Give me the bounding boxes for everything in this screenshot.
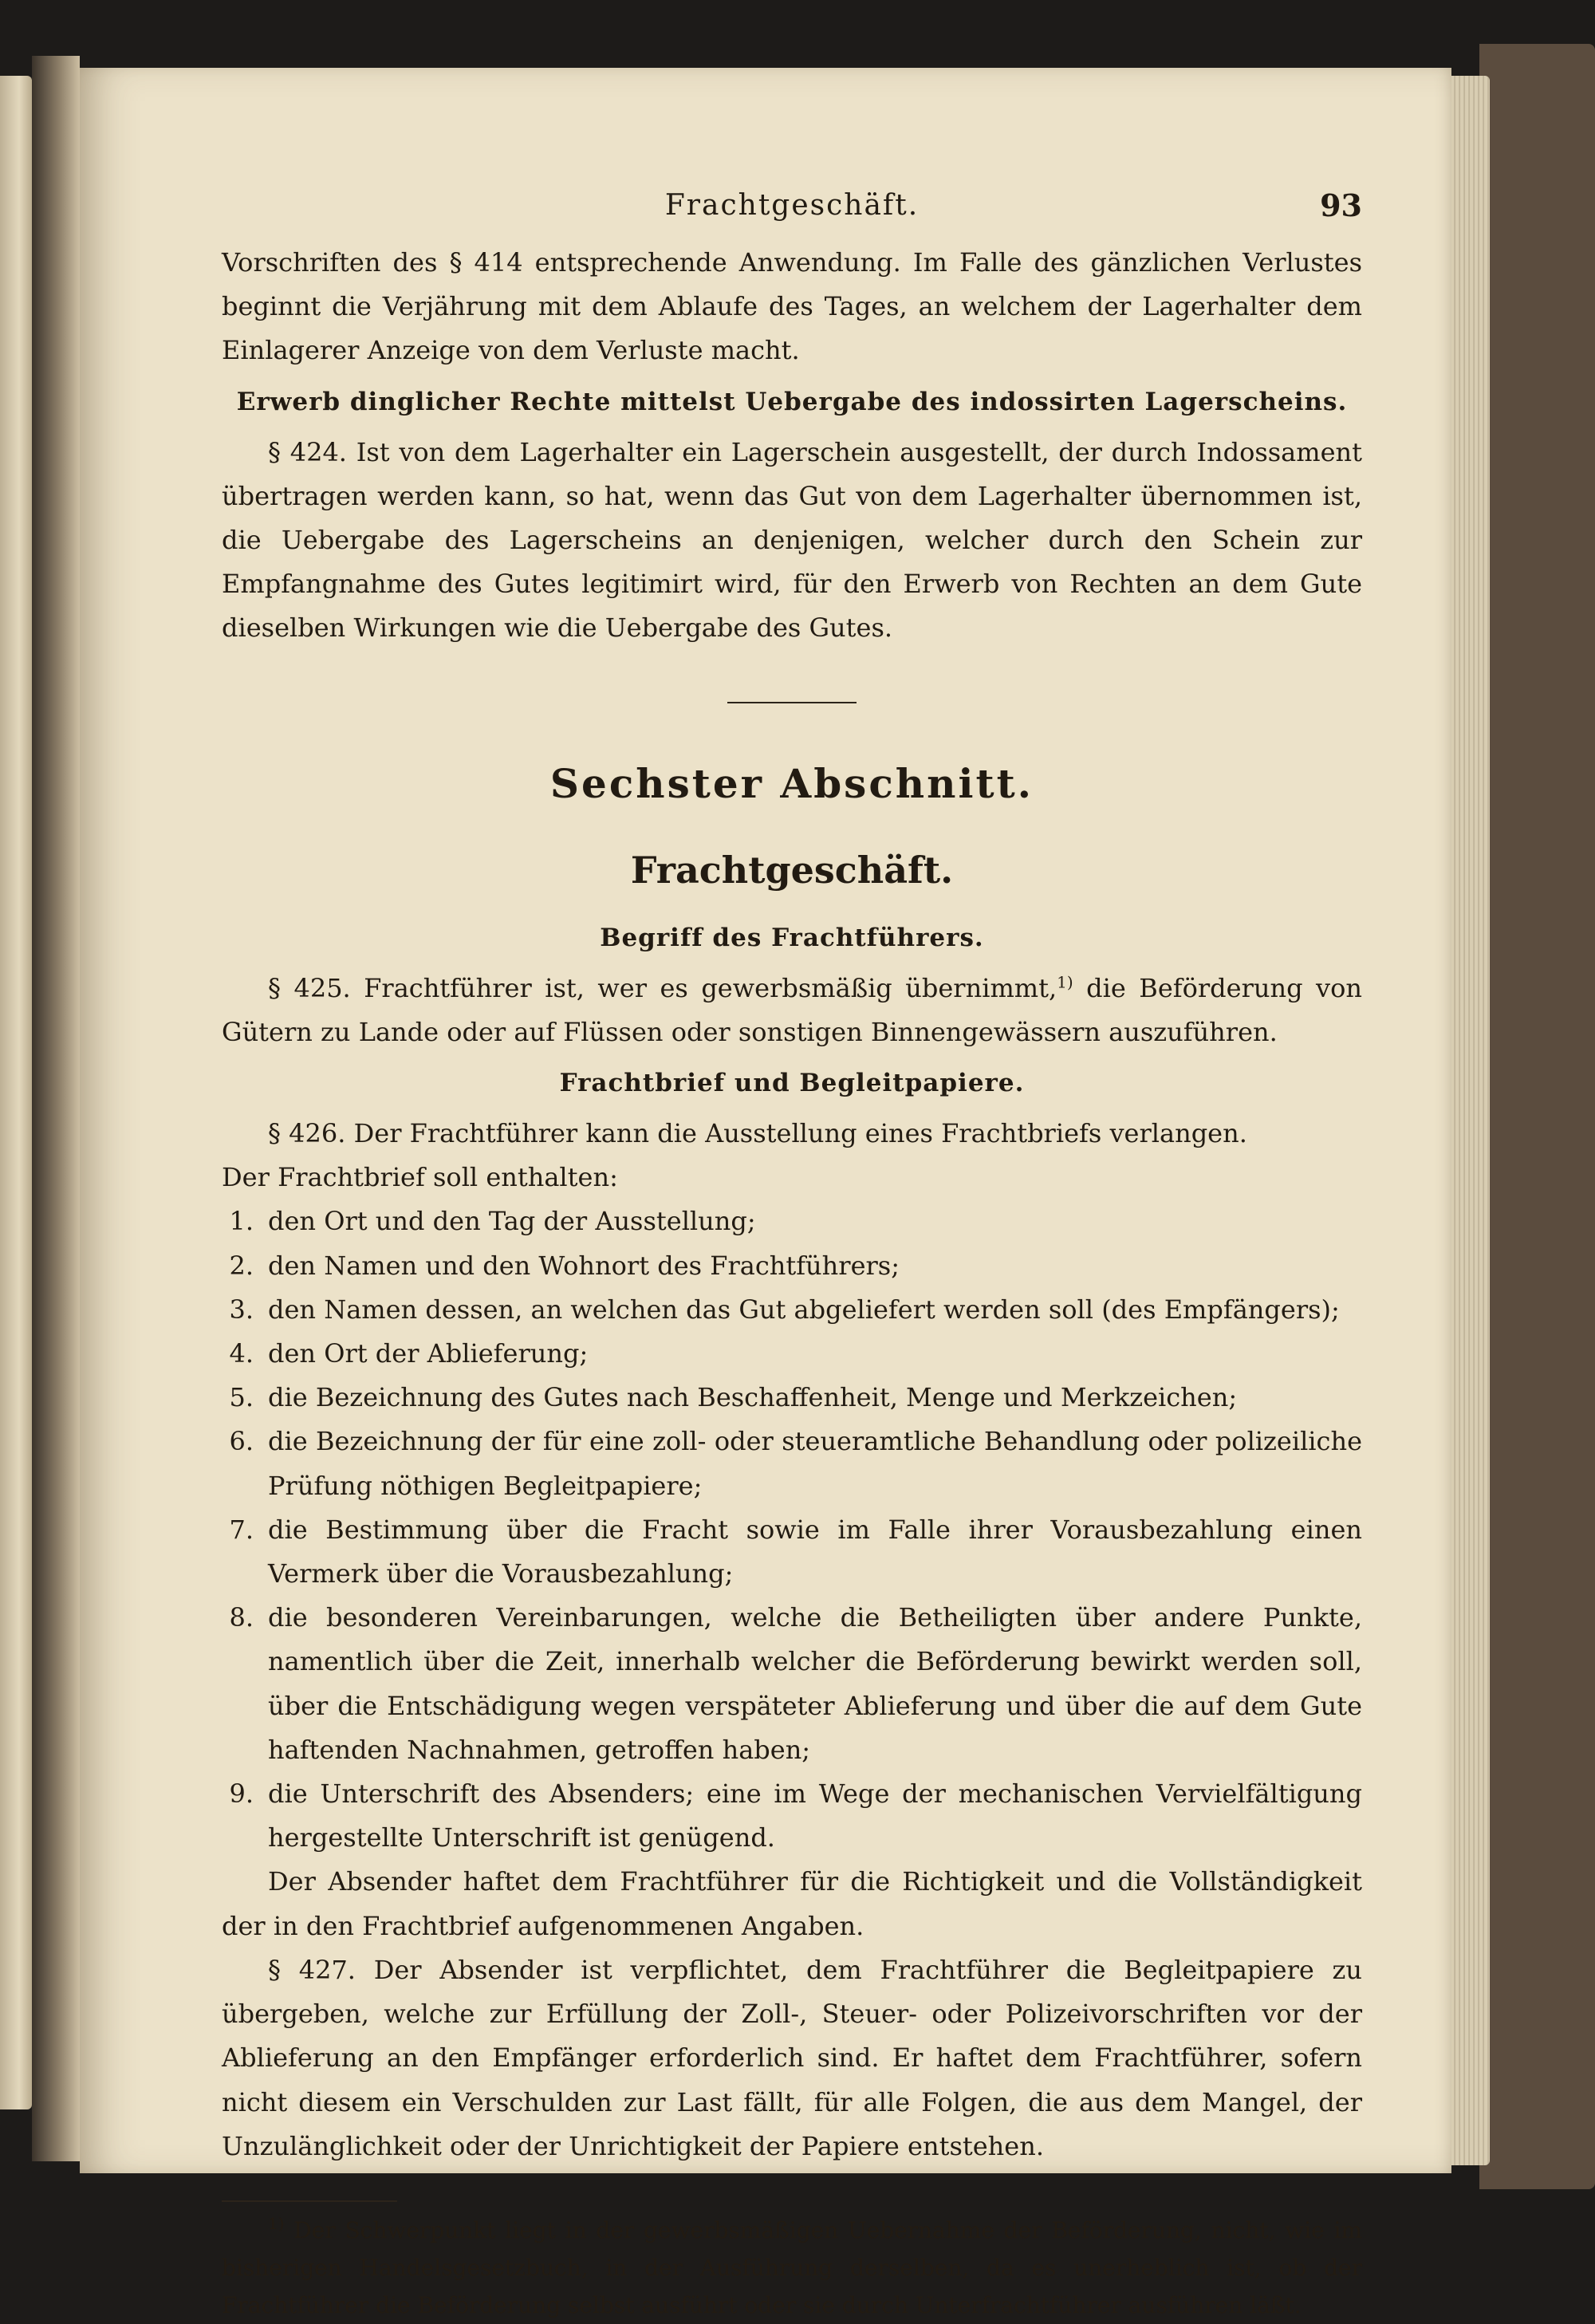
paragraph-426: § 426. Der Frachtführer kann die Ausstellung eines Frachtbriefs verlangen. (268, 1118, 1247, 1149)
list-item-number: 9. (229, 1778, 254, 1810)
running-head (222, 183, 1362, 241)
paragraph-425 (222, 967, 1362, 1054)
list-item (222, 1288, 1362, 1332)
book-page (80, 68, 1451, 2318)
running-head-title: Frachtgeschäft. (664, 189, 920, 222)
paragraph-426-intro: Der Frachtbrief soll enthalten: (222, 1162, 618, 1193)
footnote-divider (222, 2200, 397, 2202)
section-divider (727, 702, 857, 703)
list-item (222, 1244, 1362, 1288)
paragraph-427: § 427. Der Absender ist verpflichtet, dem Frachtführer die Begleitpapiere zu übergeben, welche zur Erfüllung der Zoll-, Steuer- oder Polizeivorschriften vor der Ablieferung an den Empfänger erforderlich sind. Er haftet dem Frachtführer, sofern nicht diesem ein Verschulden zur Last fällt, für alle Folgen, die aus dem Mangel, der Unzulänglichkeit oder der Unrichtigkeit der Papiere entstehen. (222, 1954, 1362, 2161)
list-item-text: den Namen dessen, an welchen das Gut abgeliefert werden soll (des Empfängers); (268, 1294, 1340, 1325)
footnote-reference: 1) (1057, 971, 1073, 991)
list-item-number: 8. (229, 1602, 254, 1633)
paragraph-continued: Vorschriften des § 414 entsprechende Anwendung. Im Falle des gänzlichen Verlustes beginnt die Verjährung mit dem Ablaufe des Tages, an welchem der Lagerhalter dem Einlagerer Anzeige von dem Verluste macht. (222, 247, 1362, 366)
subheading-erwerb: Erwerb dinglicher Rechte mittelst Uebergabe des indossirten Lagerscheins. (236, 387, 1348, 416)
list-item-text: die besonderen Vereinbarungen, welche die Betheiligten über andere Punkte, namentlich über die Zeit, innerhalb welcher die Beförderung bewirkt werden soll, über die Entschädigung wegen verspäteter Ablieferung und über die auf dem Gute haftenden Nachnahmen, getroffen haben; (268, 1602, 1362, 1765)
list-item-text: die Bestimmung über die Fracht sowie im Falle ihrer Vorausbezahlung einen Vermerk über die Vorausbezahlung; (268, 1514, 1362, 1589)
list-item-text: den Namen und den Wohnort des Frachtführers; (268, 1250, 900, 1281)
list-item (222, 1376, 1362, 1420)
frachtbrief-list (222, 1199, 1362, 1860)
chapter-title: Frachtgeschäft. (630, 848, 954, 892)
list-item-number: 3. (229, 1294, 254, 1325)
list-item-text: den Ort und den Tag der Ausstellung; (268, 1206, 756, 1237)
list-item (222, 1332, 1362, 1376)
subheading-begriff: Begriff des Frachtführers. (600, 923, 984, 952)
footnote-mark: 1) (268, 2213, 285, 2233)
list-item-number: 1. (229, 1206, 254, 1237)
subheading-frachtbrief: Frachtbrief und Begleitpapiere. (559, 1069, 1025, 1098)
list-item-text: den Ort der Ablieferung; (268, 1338, 589, 1369)
list-item-number: 7. (229, 1514, 254, 1545)
paragraph-424: § 424. Ist von dem Lagerhalter ein Lagerschein ausgestellt, der durch Indossament übertragen werden kann, so hat, wenn das Gut von dem Lagerhalter übernommen ist, die Uebergabe des Lagerscheins an denjenigen, welcher durch den Schein zur Empfangnahme des Gutes legitimirt wird, für den Erwerb von Rechten an dem Gute dieselben Wirkungen wie die Uebergabe des Gutes. (222, 436, 1362, 644)
paragraph-426-close: Der Absender haftet dem Frachtführer für die Richtigkeit und die Vollständigkeit der in den Frachtbrief aufgenommenen Angaben. (222, 1866, 1362, 1941)
list-item (222, 1772, 1362, 1860)
list-item (222, 1596, 1362, 1772)
page-content (222, 183, 1362, 2324)
list-item-number: 2. (229, 1250, 254, 1281)
list-item-text: die Bezeichnung des Gutes nach Beschaffenheit, Menge und Merkzeichen; (268, 1382, 1238, 1413)
paragraph-425-text-cont: die Beförderung von Gütern zu Lande oder auf Flüssen oder sonstigen Binnengewässern auszuführen. (222, 972, 1363, 1047)
footnote-text: Der Schwerpunkt liegt in der gewerbsmäßigen Uebernahme der Beförderung, nicht, wie im bisherigen Handelsgesetzbuch, in der Ausführung derselben, da es unerheblich ist, ob der Frachtführer die Beförderung selbst ausführt oder sie durch Unterfrachtführer ausführen läßt. (222, 2216, 1362, 2318)
list-item-text: die Bezeichnung der für eine zoll- oder steueramtliche Behandlung oder polizeiliche Prüfung nöthigen Begleitpapiere; (268, 1426, 1362, 1501)
list-item (222, 1420, 1362, 1507)
book-cover (1479, 44, 1595, 2189)
section-title: Sechster Abschnitt. (549, 759, 1034, 807)
paragraph-425-text: § 425. Frachtführer ist, wer es gewerbsmäßig übernimmt, (268, 972, 1057, 1003)
list-item-text: die Unterschrift des Absenders; eine im Wege der mechanischen Vervielfältigung hergestellte Unterschrift ist genügend. (268, 1778, 1362, 1853)
left-page-edge (0, 76, 32, 2109)
footnote (222, 2212, 1362, 2324)
list-item-number: 4. (229, 1338, 254, 1369)
list-item-number: 6. (229, 1426, 254, 1457)
page-number: 93 (1320, 187, 1362, 223)
book-gutter (32, 56, 80, 2161)
list-item (222, 1508, 1362, 1596)
list-item (222, 1199, 1362, 1243)
list-item-number: 5. (229, 1382, 254, 1413)
